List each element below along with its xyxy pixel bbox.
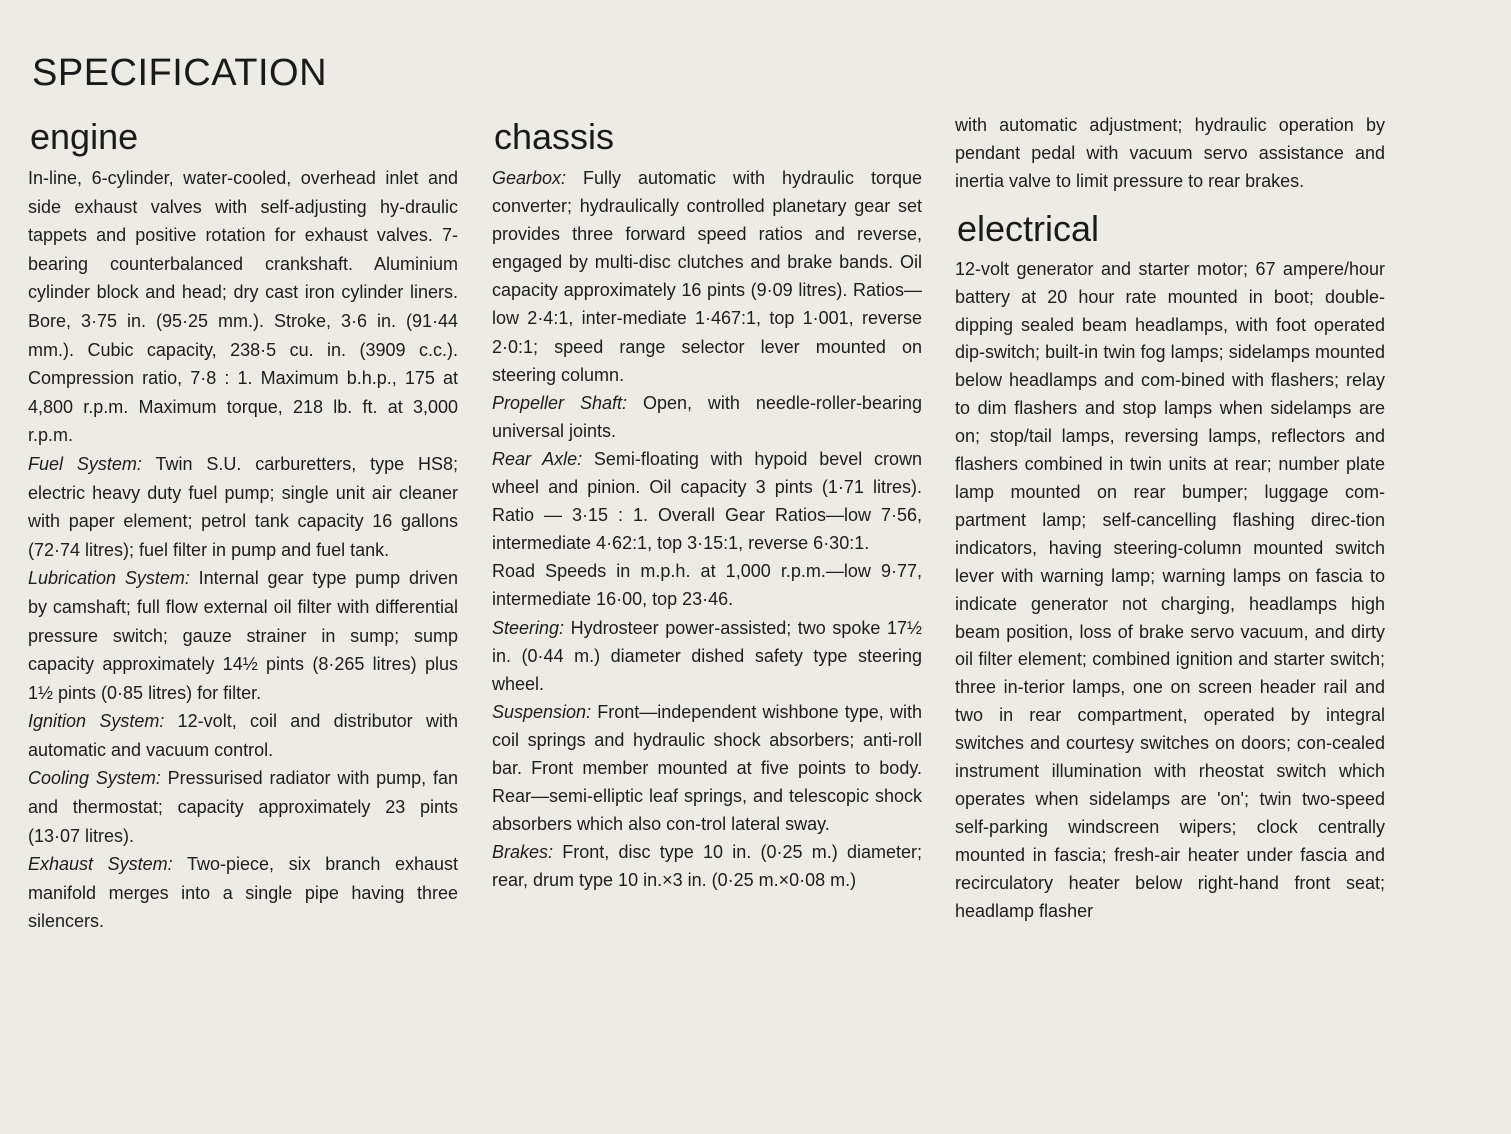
spec-text: Front—independent wishbone type, with coil springs and hydraulic shock absorbers; anti-roll bar. Front member mounted at five points to body. Rear—semi-elliptic leaf springs, and telescopic shock absorbers which also con-trol lateral sway. xyxy=(492,701,922,835)
spec-item xyxy=(492,698,922,838)
section-heading-chassis: chassis xyxy=(494,116,615,157)
spec-text: Internal gear type pump driven by camshaft; full flow external oil filter with differential pressure switch; gauze strainer in sump; sump capacity approximately 14½ pints (8·265 litres) plus 1½ pints (0·85 litres) for filter. xyxy=(28,568,458,703)
spec-label: Steering: xyxy=(492,617,565,638)
section-heading-engine: engine xyxy=(30,116,139,157)
spec-label: Ignition System: xyxy=(28,711,165,732)
spec-item xyxy=(492,614,922,698)
spec-label: Brakes: xyxy=(492,842,554,863)
spec-label: Propeller Shaft: xyxy=(492,392,628,413)
spec-text: 12-volt, coil and distributor with automatic and vacuum control. xyxy=(28,711,458,760)
spec-label: Rear Axle: xyxy=(492,448,583,469)
spec-item xyxy=(492,838,922,894)
spec-item xyxy=(492,164,922,389)
spec-text: Front, disc type 10 in. (0·25 m.) diameter; rear, drum type 10 in.×3 in. (0·25 m.×0·08 m.) xyxy=(492,842,922,891)
spec-item xyxy=(492,389,922,445)
spec-item xyxy=(28,450,458,564)
spec-text: Two-piece, six branch exhaust manifold merges into a single pipe having three silencers. xyxy=(28,854,458,932)
engine-intro: In-line, 6-cylinder, water-cooled, overhead inlet and side exhaust valves with self-adjusting hy-draulic tappets and positive rotation for exhaust valves. 7-bearing counterbalanced crankshaft. Aluminium cylinder block and head; dry cast iron cylinder liners. Bore, 3·75 in. (95·25 mm.). Stroke, 3·6 in. (91·44 mm.). Cubic capacity, 238·5 cu. in. (3909 c.c.). Compression ratio, 7·8 : 1. Maximum b.h.p., 175 at 4,800 r.p.m. Maximum torque, 218 lb. ft. at 3,000 r.p.m. xyxy=(28,168,458,446)
spec-text: Fully automatic with hydraulic torque converter; hydraulically controlled planetary gear set provides three forward speed ratios and reverse, engaged by multi-disc clutches and brake bands. Oil capacity approximately 16 pints (9·09 litres). Ratios—low 2·4:1, inter-mediate 1·467:1, top 1·001, reverse 2·0:1; speed range selector lever mounted on steering column. xyxy=(492,168,922,385)
spec-text: Open, with needle-roller-bearing universal joints. xyxy=(492,392,922,441)
spec-text: Twin S.U. carburetters, type HS8; electric heavy duty fuel pump; single unit air cleaner with paper element; petrol tank capacity 16 gallons (72·74 litres); fuel filter in pump and fuel tank. xyxy=(28,453,459,560)
spec-item xyxy=(28,707,458,764)
electrical-column xyxy=(955,112,1385,925)
spec-text: Road Speeds in m.p.h. at 1,000 r.p.m.—low 9·77, intermediate 16·00, top 23·46. xyxy=(492,561,922,610)
spec-label: Fuel System: xyxy=(28,453,142,474)
spec-label: Suspension: xyxy=(492,701,592,722)
spec-item xyxy=(492,445,922,557)
chassis-column xyxy=(492,114,922,894)
spec-text: Hydrosteer power-assisted; two spoke 17½ in. (0·44 m.) diameter dished safety type steering wheel. xyxy=(492,617,922,694)
engine-column xyxy=(28,114,458,936)
spec-label: Gearbox: xyxy=(492,168,567,188)
spec-text: Pressurised radiator with pump, fan and thermostat; capacity approximately 23 pints (13·07 litres). xyxy=(28,768,458,846)
spec-item xyxy=(28,564,458,707)
page-title: SPECIFICATION xyxy=(32,52,328,94)
electrical-text: 12-volt generator and starter motor; 67 ampere/hour battery at 20 hour rate mounted in boot; double-dipping sealed beam headlamps, with foot operated dip-switch; built-in twin fog lamps; sidelamps mounted below headlamps and com-bined with flashers; relay to dim flashers and stop lamps when sidelamps are on; stop/tail lamps, reversing lamps, reflectors and flashers combined in twin units at rear; number plate lamp mounted on rear bumper; luggage com-partment lamp; self-cancelling flashing direc-tion indicators, having steering-column mounted switch lever with warning lamp; warning lamps on fascia to indicate generator not charging, headlamps high beam position, loss of brake servo vacuum, and dirty oil filter element; combined ignition and starter switch; three in-terior lamps, one on screen header rail and two in rear compartment, operated by integral switches and courtesy switches on doors; con-cealed instrument illumination with rheostat switch which operates when sidelamps are 'on'; twin two-speed self-parking windscreen wipers; clock centrally mounted in fascia; fresh-air heater under fascia and recirculatory heater below right-hand front seat; headlamp flasher xyxy=(955,258,1385,921)
section-heading-electrical: electrical xyxy=(957,207,1100,249)
spec-item xyxy=(28,764,458,850)
spec-text: Semi-floating with hypoid bevel crown wheel and pinion. Oil capacity 3 pints (1·71 litres). Ratio — 3·15 : 1. Overall Gear Ratios—low 7·56, intermediate 4·62:1, top 3·15:1, reverse 6·30:1. xyxy=(492,448,922,554)
spec-label: Exhaust System: xyxy=(28,854,173,875)
spec-item xyxy=(492,557,922,613)
brakes-continued: with automatic adjustment; hydraulic operation by pendant pedal with vacuum servo assistance and inertia valve to limit pressure to rear brakes. xyxy=(955,115,1385,191)
spec-label: Cooling System: xyxy=(28,768,161,789)
spec-label: Lubrication System: xyxy=(28,568,190,589)
spec-item xyxy=(28,850,458,936)
